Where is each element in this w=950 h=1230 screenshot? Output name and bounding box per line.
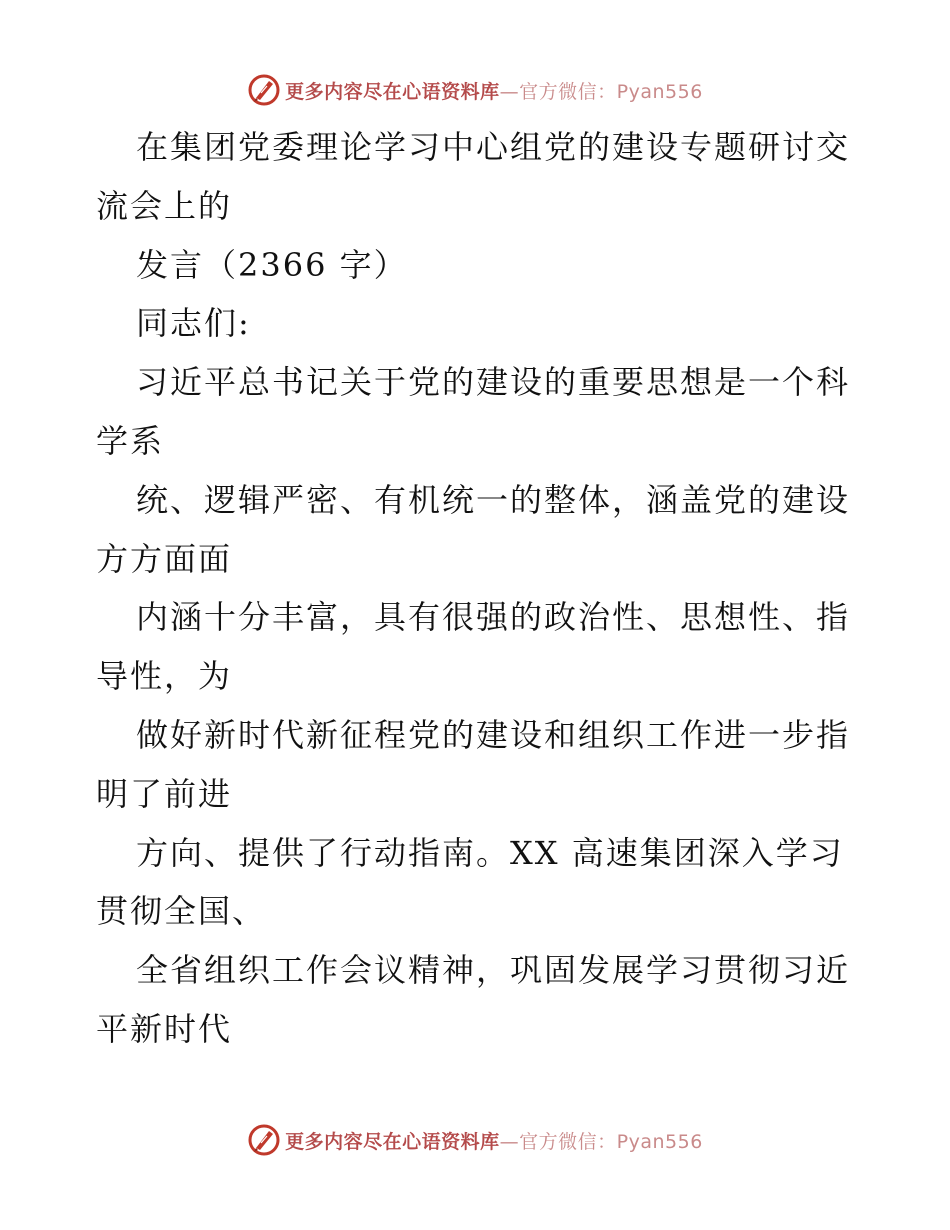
document-line: 在集团党委理论学习中心组党的建设专题研讨交: [136, 128, 851, 166]
document-line: 学系: [96, 421, 165, 460]
document-line: 贯彻全国、: [96, 892, 267, 931]
header-watermark-text: [285, 77, 703, 104]
header-contact-text: 官方微信：Pyan556: [519, 80, 703, 103]
document-line: 明了前进: [96, 774, 233, 813]
header-watermark-banner: [0, 68, 950, 112]
quill-pen-logo-icon: [247, 1123, 281, 1157]
document-line: 全省组织工作会议精神，巩固发展学习贯彻习近: [136, 951, 851, 990]
footer-dash: —: [499, 1130, 520, 1153]
document-line: 平新时代: [96, 1009, 233, 1048]
footer-watermark-text: [285, 1127, 703, 1154]
document-line: 做好新时代新征程党的建设和组织工作进一步指: [136, 715, 851, 754]
document-line: 内涵十分丰富，具有很强的政治性、思想性、指: [136, 598, 851, 637]
document-body: [96, 118, 856, 1059]
document-line: 方方面面: [96, 539, 233, 578]
document-line: 习近平总书记关于党的建设的重要思想是一个科: [136, 363, 851, 402]
header-dash: —: [499, 80, 520, 103]
document-line: 导性，为: [96, 657, 233, 696]
document-line: 统、逻辑严密、有机统一的整体，涵盖党的建设: [136, 480, 851, 519]
footer-contact-text: 官方微信：Pyan556: [519, 1130, 703, 1153]
document-line: 同志们:: [136, 304, 251, 343]
document-line: 流会上的: [96, 186, 233, 225]
header-brand-text: 更多内容尽在心语资料库: [285, 80, 500, 103]
document-line: 方向、提供了行动指南。XX 高速集团深入学习: [136, 833, 844, 872]
footer-watermark-banner: [0, 1118, 950, 1162]
quill-pen-logo-icon: [247, 73, 281, 107]
document-line: 发言（2366 字）: [136, 245, 408, 284]
footer-brand-text: 更多内容尽在心语资料库: [285, 1130, 500, 1153]
